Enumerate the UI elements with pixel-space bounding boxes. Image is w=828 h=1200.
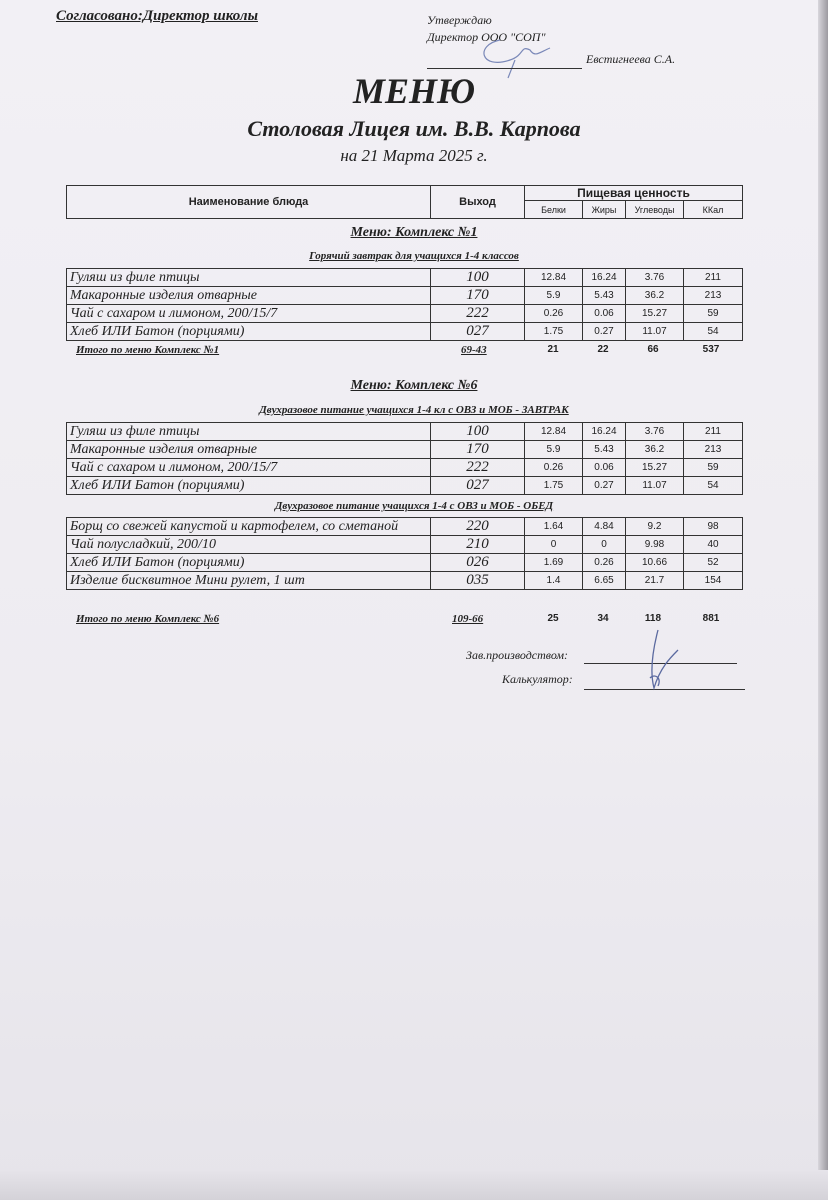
approve-label: Утверждаю: [427, 13, 492, 27]
page-subtitle: Столовая Лицея им. В.В. Карпова: [247, 116, 581, 141]
kcal-value: 154: [684, 572, 743, 590]
protein-value: 12.84: [525, 423, 583, 441]
protein-value: 0.26: [525, 305, 583, 323]
section-title: Двухразовое питание учащихся 1-4 кл с ОВЗ и МОБ - ЗАВТРАК: [259, 404, 569, 416]
protein-value: 1.75: [525, 477, 583, 495]
dish-output: 222: [431, 459, 525, 477]
dish-output: 027: [431, 477, 525, 495]
dish-name: Борщ со свежей капустой и картофелем, со сметаной: [67, 518, 431, 536]
table-row: [67, 441, 743, 459]
dish-name: Чай с сахаром и лимоном, 200/15/7: [67, 305, 431, 323]
fat-value: 0.06: [583, 459, 626, 477]
fat-value: 16.24: [583, 269, 626, 287]
kcal-value: 40: [684, 536, 743, 554]
dish-output: 026: [431, 554, 525, 572]
fat-value: 5.43: [583, 441, 626, 459]
page-bottom: [0, 1170, 828, 1200]
dish-output: 100: [431, 269, 525, 287]
dish-name: Хлеб ИЛИ Батон (порциями): [67, 477, 431, 495]
total-label: Итого по меню Комплекс №1: [76, 344, 220, 356]
kcal-value: 59: [684, 459, 743, 477]
carbs-value: 10.66: [626, 554, 684, 572]
carbs-value: 3.76: [626, 269, 684, 287]
protein-value: 1.75: [525, 323, 583, 341]
kcal-value: 213: [684, 441, 743, 459]
fat-value: 0.27: [583, 323, 626, 341]
kcal-value: 211: [684, 423, 743, 441]
header-nutrition: Пищевая ценность: [525, 186, 743, 201]
dish-name: Изделие бисквитное Мини рулет, 1 шт: [67, 572, 431, 590]
carbs-value: 21.7: [626, 572, 684, 590]
dish-name: Макаронные изделия отварные: [67, 441, 431, 459]
total-output: 69-43: [461, 344, 487, 356]
table-row: [67, 423, 743, 441]
complex-title: Меню: Комплекс №6: [350, 378, 478, 393]
table-row: [67, 269, 743, 287]
dish-output: 027: [431, 323, 525, 341]
dish-output: 170: [431, 287, 525, 305]
total-fat: 22: [597, 344, 609, 355]
header-protein: Белки: [525, 201, 583, 219]
table-row: [67, 287, 743, 305]
total-protein: 21: [547, 344, 559, 355]
fat-value: 4.84: [583, 518, 626, 536]
section-title: Горячий завтрак для учащихся 1-4 классов: [309, 250, 519, 262]
fat-value: 0.26: [583, 554, 626, 572]
dish-output: 035: [431, 572, 525, 590]
kcal-value: 54: [684, 323, 743, 341]
page-title: МЕНЮ: [352, 71, 476, 111]
calculator-label: Калькулятор:: [502, 672, 573, 686]
table-row: [67, 305, 743, 323]
carbs-value: 9.2: [626, 518, 684, 536]
protein-value: 0: [525, 536, 583, 554]
signature-line: [427, 68, 582, 69]
kcal-value: 52: [684, 554, 743, 572]
dish-name: Хлеб ИЛИ Батон (порциями): [67, 554, 431, 572]
kcal-value: 54: [684, 477, 743, 495]
table-row: [67, 477, 743, 495]
agreed-label: Согласовано:Директор школы: [56, 8, 258, 24]
production-label: Зав.производством:: [466, 648, 569, 662]
total-carbs: 118: [644, 613, 662, 624]
kcal-value: 213: [684, 287, 743, 305]
dish-output: 220: [431, 518, 525, 536]
protein-value: 1.64: [525, 518, 583, 536]
header-output: Выход: [431, 186, 525, 219]
carbs-value: 36.2: [626, 287, 684, 305]
carbs-value: 9.98: [626, 536, 684, 554]
fat-value: 0: [583, 536, 626, 554]
carbs-value: 11.07: [626, 323, 684, 341]
protein-value: 5.9: [525, 287, 583, 305]
carbs-value: 15.27: [626, 459, 684, 477]
dish-name: Гуляш из филе птицы: [67, 423, 431, 441]
protein-value: 0.26: [525, 459, 583, 477]
total-protein: 25: [547, 613, 559, 624]
carbs-value: 3.76: [626, 423, 684, 441]
signature-production: [630, 628, 690, 698]
dish-name: Чай с сахаром и лимоном, 200/15/7: [67, 459, 431, 477]
dish-name: Хлеб ИЛИ Батон (порциями): [67, 323, 431, 341]
carbs-value: 15.27: [626, 305, 684, 323]
dish-output: 100: [431, 423, 525, 441]
fat-value: 0.27: [583, 477, 626, 495]
table-row: [67, 572, 743, 590]
dish-output: 210: [431, 536, 525, 554]
table-row: [67, 518, 743, 536]
approver-name: Евстигнеева С.А.: [586, 52, 676, 66]
fat-value: 5.43: [583, 287, 626, 305]
header-carbs: Углеводы: [626, 201, 684, 219]
kcal-value: 98: [684, 518, 743, 536]
protein-value: 5.9: [525, 441, 583, 459]
total-output: 109-66: [452, 613, 484, 625]
menu-date: на 21 Марта 2025 г.: [340, 146, 488, 165]
dish-name: Чай полусладкий, 200/10: [67, 536, 431, 554]
kcal-value: 211: [684, 269, 743, 287]
approve-position: Директор ООО "СОП": [427, 30, 546, 44]
total-kcal: 881: [702, 613, 720, 624]
dish-name: Гуляш из филе птицы: [67, 269, 431, 287]
total-kcal: 537: [702, 344, 720, 355]
total-label: Итого по меню Комплекс №6: [76, 613, 220, 625]
menu-table: [66, 268, 743, 341]
carbs-value: 11.07: [626, 477, 684, 495]
total-fat: 34: [597, 613, 609, 624]
total-carbs: 66: [647, 344, 659, 355]
kcal-value: 59: [684, 305, 743, 323]
fat-value: 6.65: [583, 572, 626, 590]
protein-value: 12.84: [525, 269, 583, 287]
header-name: Наименование блюда: [67, 186, 431, 219]
dish-output: 170: [431, 441, 525, 459]
fat-value: 0.06: [583, 305, 626, 323]
table-header: [66, 185, 743, 219]
dish-output: 222: [431, 305, 525, 323]
table-row: [67, 323, 743, 341]
page-edge: [818, 0, 828, 1200]
table-row: [67, 459, 743, 477]
table-row: [67, 554, 743, 572]
header-fat: Жиры: [583, 201, 626, 219]
dish-name: Макаронные изделия отварные: [67, 287, 431, 305]
complex-title: Меню: Комплекс №1: [350, 225, 478, 240]
table-row: [67, 536, 743, 554]
header-kcal: ККал: [684, 201, 743, 219]
section-title: Двухразовое питание учащихся 1-4 с ОВЗ и МОБ - ОБЕД: [274, 500, 554, 512]
menu-table: [66, 422, 743, 495]
menu-table: [66, 517, 743, 590]
protein-value: 1.69: [525, 554, 583, 572]
carbs-value: 36.2: [626, 441, 684, 459]
fat-value: 16.24: [583, 423, 626, 441]
protein-value: 1.4: [525, 572, 583, 590]
